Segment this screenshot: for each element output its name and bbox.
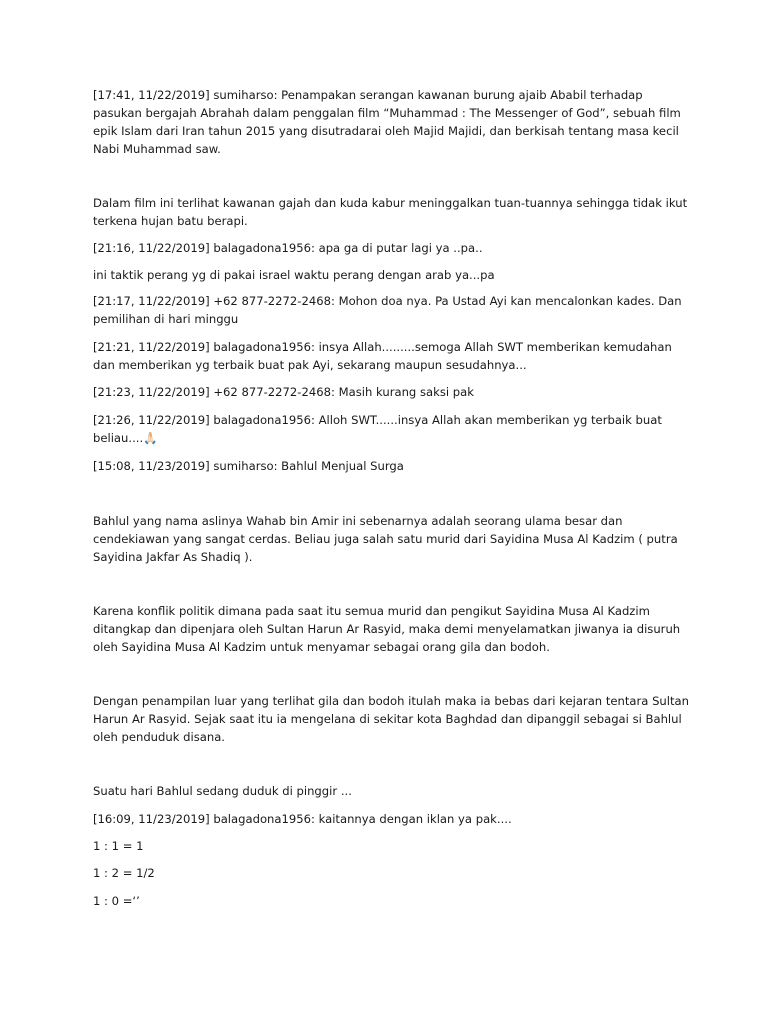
chat-message: [16:09, 11/23/2019] balagadona1956: kaitannya dengan iklan ya pak.... [93,812,512,826]
chat-message: [15:08, 11/23/2019] sumiharso: Bahlul Menjual Surga [93,459,404,473]
chat-message: [21:21, 11/22/2019] balagadona1956: insya Allah.........semoga Allah SWT memberikan kemudahan dan memberikan yg terbaik buat pak Ayi, sekarang maupun sesudahnya... [93,340,672,372]
paragraph: Dalam film ini terlihat kawanan gajah dan kuda kabur meninggalkan tuan-tuannya sehingga tidak ikut terkena hujan batu berapi. [93,196,688,228]
chat-message: [21:26, 11/22/2019] balagadona1956: Alloh SWT......insya Allah akan memberikan yg terbaik buat beliau....🙏🏻 [93,413,662,445]
equation-line: 1 : 0 =‘’ [93,894,140,908]
paragraph: Dengan penampilan luar yang terlihat gila dan bodoh itulah maka ia bebas dari kejaran tentara Sultan Harun Ar Rasyid. Sejak saat itu ia mengelana di sekitar kota Baghdad dan dipanggil sebagai si Bahlul oleh penduduk disana. [93,694,689,744]
chat-message: [21:16, 11/22/2019] balagadona1956: apa ga di putar lagi ya ..pa.. [93,241,483,255]
chat-message: [21:23, 11/22/2019] +62 877-2272-2468: Masih kurang saksi pak [93,385,474,399]
equation-line: 1 : 1 = 1 [93,839,144,853]
paragraph: Suatu hari Bahlul sedang duduk di pinggir ... [93,784,352,798]
chat-message: [17:41, 11/22/2019] sumiharso: Penampakan serangan kawanan burung ajaib Ababil terhadap pasukan bergajah Abrahah dalam penggalan film “Muhammad : The Messenger of God”, sebuah film epik Islam dari Iran tahun 2015 yang disutradarai oleh Majid Majidi, dan berkisah tentang masa kecil Nabi Muhammad saw. [93,88,681,156]
chat-message: [21:17, 11/22/2019] +62 877-2272-2468: Mohon doa nya. Pa Ustad Ayi kan mencalonkan kades. Dan pemilihan di hari minggu [93,294,682,326]
equation-line: 1 : 2 = 1/2 [93,866,155,880]
paragraph: ini taktik perang yg di pakai israel waktu perang dengan arab ya...pa [93,268,495,282]
paragraph: Bahlul yang nama aslinya Wahab bin Amir ini sebenarnya adalah seorang ulama besar dan cendekiawan yang sangat cerdas. Beliau juga salah satu murid dari Sayidina Musa Al Kadzim ( putra Sayidina Jakfar As Shadiq ). [93,514,678,564]
paragraph: Karena konflik politik dimana pada saat itu semua murid dan pengikut Sayidina Musa Al Kadzim ditangkap dan dipenjara oleh Sultan Harun Ar Rasyid, maka demi menyelamatkan jiwanya ia disuruh oleh Sayidina Musa Al Kadzim untuk menyamar sebagai orang gila dan bodoh. [93,604,681,654]
